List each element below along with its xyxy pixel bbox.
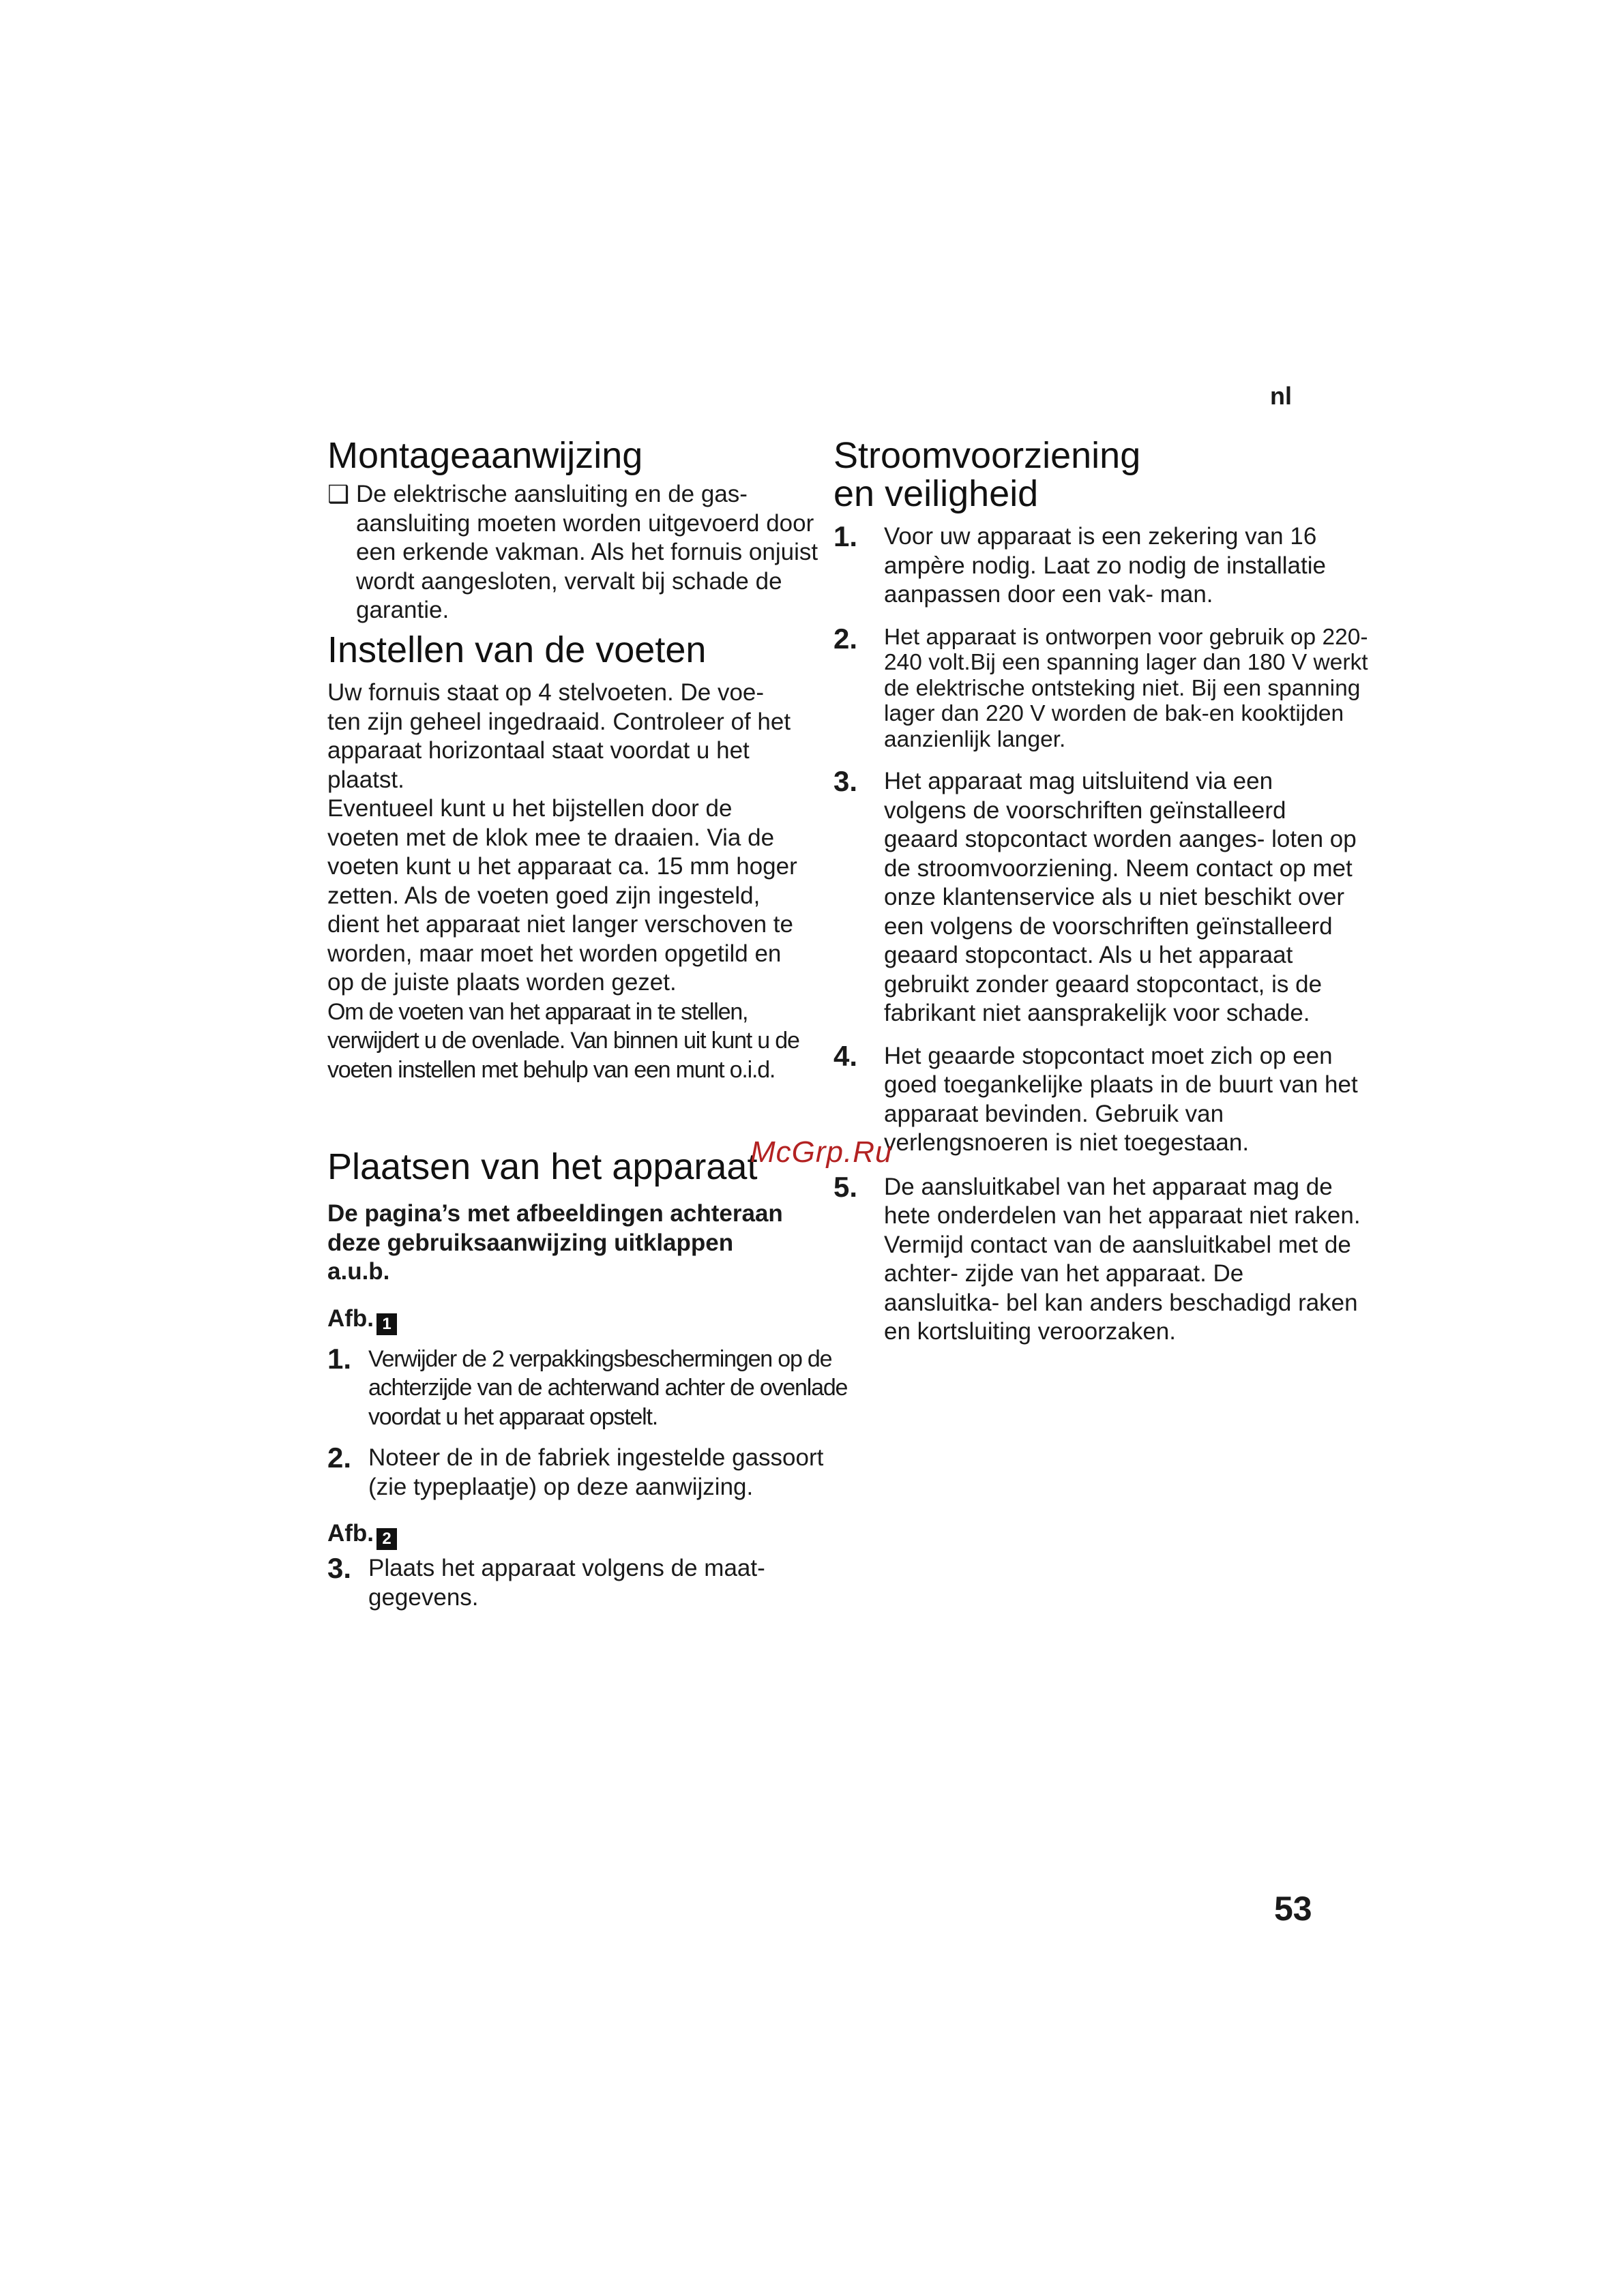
step-text: Plaats het apparaat volgens de maat- gegevens. — [368, 1555, 765, 1611]
item-number: 5. — [833, 1170, 858, 1203]
step-number: 3. — [327, 1552, 352, 1584]
safety-item-4 — [833, 1039, 1361, 1158]
step-number: 1. — [327, 1342, 352, 1375]
safety-item-3 — [833, 767, 1361, 1028]
item-text: Het geaarde stopcontact moet zich op een goed toegankelijke plaats in de buurt van het apparaat bevinden. Gebruik van verlengsnoeren is niet toegestaan. — [884, 1042, 1358, 1156]
heading-instellen-voeten: Instellen van de voeten — [327, 629, 707, 670]
watermark-text: McGrp.Ru — [750, 1135, 893, 1169]
figure-ref-1 — [327, 1304, 832, 1335]
heading-stroomvoorziening-line-1: Stroomvoorziening — [833, 435, 1141, 476]
language-indicator: nl — [1270, 382, 1292, 410]
voeten-paragraph-2: Eventueel kunt u het bijstellen door de voeten met de klok mee te draaien. Via de voeten kunt u het apparaat ca. 15 mm hoger zetten. Als de voeten goed zijn ingesteld, dient het apparaat niet langer verschoven te worden, maar moet het worden opgetild en op de juiste plaats worden gezet. — [327, 795, 797, 996]
item-text: Het apparaat mag uitsluitend via een volgens de voorschriften geïnstalleerd geaard stopcontact worden aanges- loten op de stroomvoorziening. Neem contact op met onze klantenservice als u niet beschikt over een volgens de voorschriften geïnstalleerd geaard stopcontact. Als u het apparaat gebruikt zonder geaard stopcontact, is de fabrikant niet aansprakelijk voor schade. — [884, 768, 1357, 1026]
item-number: 4. — [833, 1039, 858, 1072]
item-number: 2. — [833, 622, 858, 655]
figure-number-badge: 1 — [377, 1313, 397, 1335]
section-plaatsen — [327, 1146, 848, 1612]
heading-montageaanwijzing: Montageaanwijzing — [327, 435, 643, 476]
safety-item-5 — [833, 1170, 1361, 1347]
voeten-paragraph-3: Om de voeten van het apparaat in te stellen, verwijdert u de ovenlade. Van binnen uit kunt u de voeten instellen met behulp van een munt o.i.d. — [327, 998, 799, 1083]
safety-item-1 — [833, 522, 1361, 610]
heading-stroomvoorziening-line-2: en veiligheid — [833, 473, 1039, 514]
bullet-item — [327, 480, 820, 625]
figure-ref-label: Afb. — [327, 1520, 374, 1547]
figure-ref-2 — [327, 1519, 832, 1550]
item-text: Voor uw apparaat is een zekering van 16 ampère nodig. Laat zo nodig de installatie aanpassen door een vak- man. — [884, 523, 1326, 608]
step-text: Noteer de in de fabriek ingestelde gassoort (zie typeplaatje) op deze aanwijzing. — [368, 1444, 824, 1500]
bullet-text: De elektrische aansluiting en de gas- aansluiting moeten worden uitgevoerd door een erkende vakman. Als het fornuis onjuist wordt aangesloten, vervalt bij schade de garantie. — [356, 481, 818, 623]
figure-ref-label: Afb. — [327, 1304, 374, 1332]
item-number: 3. — [833, 765, 858, 797]
fold-out-note: De pagina’s met afbeeldingen achteraan deze gebruiksaanwijzing uitklappen a.u.b. — [327, 1200, 783, 1285]
voeten-paragraph-1: Uw fornuis staat op 4 stelvoeten. De voe- ten zijn geheel ingedraaid. Controleer of het apparaat horizontaal staat voordat u het plaatst. — [327, 679, 791, 793]
plaatsen-step-1 — [327, 1342, 880, 1432]
safety-item-2 — [833, 622, 1389, 753]
figure-number-badge: 2 — [377, 1528, 397, 1550]
item-text: Het apparaat is ontworpen voor gebruik op 220-240 volt.Bij een spanning lager dan 180 V werkt de elektrische ontsteking niet. Bij een spanning lager dan 220 V worden de bak-en kooktijden aanzienlijk langer. — [884, 624, 1368, 752]
section-stroomvoorziening — [833, 435, 1368, 1347]
step-text: Verwijder de 2 verpakkingsbeschermingen op de achterzijde van de achterwand achter de ovenlade voordat u het apparaat opstelt. — [368, 1345, 848, 1430]
page-number: 53 — [1274, 1890, 1312, 1928]
item-text: De aansluitkabel van het apparaat mag de hete onderdelen van het apparaat niet raken. Vermijd contact van de aansluitkabel met de achter- zijde van het apparaat. De aansluitka- bel kan anders beschadigd raken en kortsluiting veroorzaken. — [884, 1173, 1361, 1345]
section-montage — [327, 436, 832, 625]
plaatsen-step-2 — [327, 1444, 846, 1502]
section-voeten — [327, 631, 832, 1084]
plaatsen-step-3 — [327, 1554, 846, 1612]
heading-plaatsen-apparaat: Plaatsen van het apparaat — [327, 1146, 758, 1187]
item-number: 1. — [833, 520, 858, 552]
step-number: 2. — [327, 1442, 352, 1474]
checkbox-bullet-icon: ❑ — [327, 480, 350, 508]
